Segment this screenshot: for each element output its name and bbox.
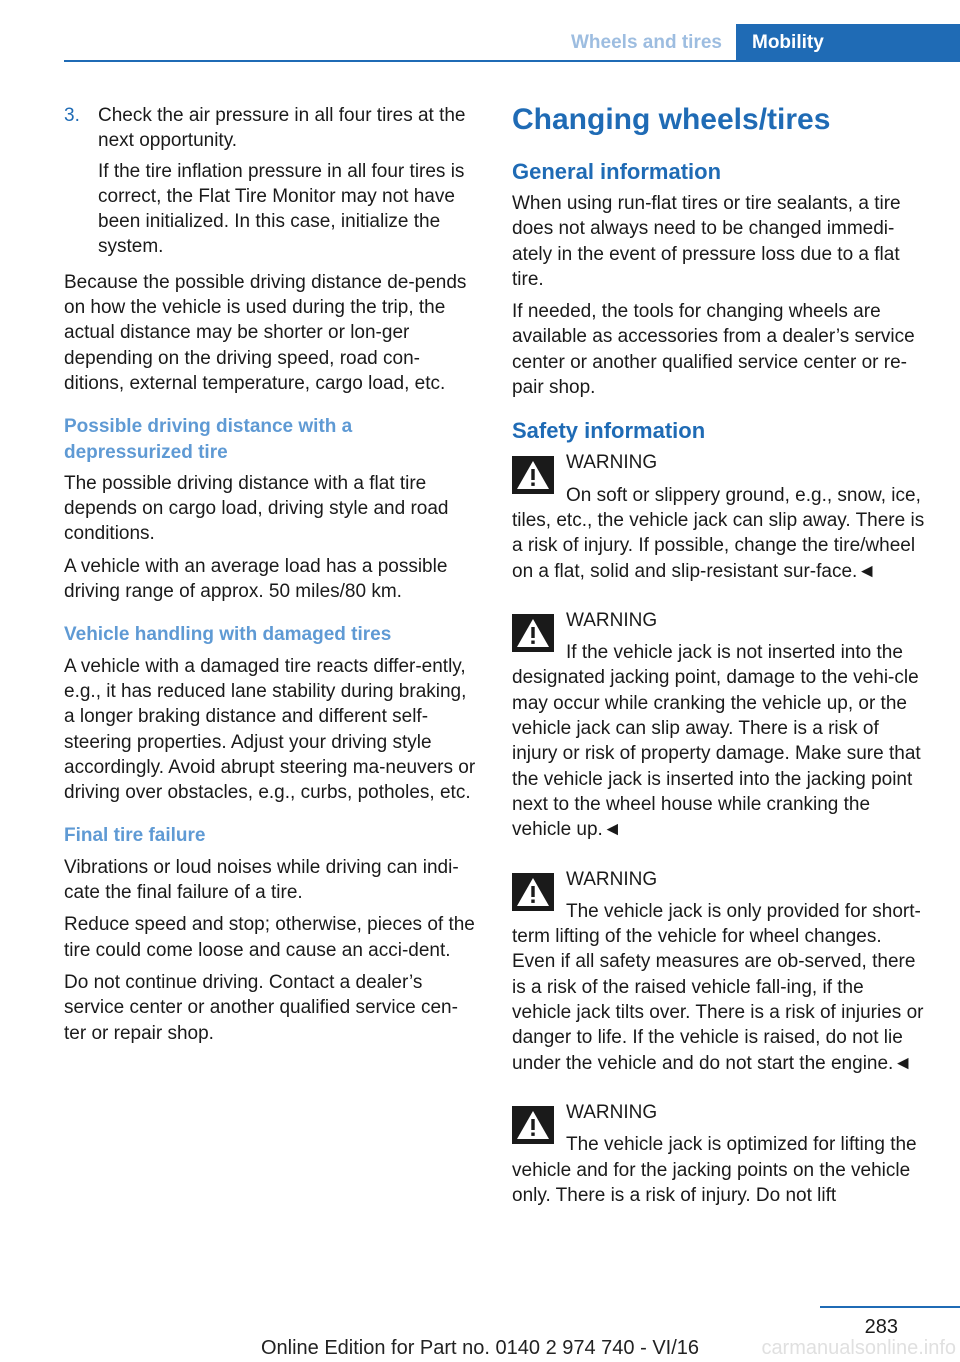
left-column bbox=[64, 103, 479, 1053]
warning-title: WARNING bbox=[566, 609, 658, 631]
warning-block bbox=[512, 608, 927, 843]
page-header bbox=[0, 0, 960, 64]
watermark: carmanualsonline.info bbox=[761, 1337, 956, 1359]
warning-title: WARNING bbox=[566, 868, 658, 890]
step-body bbox=[98, 103, 479, 265]
paragraph-final-2: Reduce speed and stop; otherwise, pieces of the tire could come loose and cause an acci-dent. bbox=[64, 914, 475, 961]
warning-title: WARNING bbox=[566, 452, 658, 474]
paragraph-final-1: Vibrations or loud noises while driving can indi-cate the final failure of a tire. bbox=[64, 856, 459, 904]
warning-block bbox=[512, 1100, 927, 1208]
footer-rule bbox=[820, 1306, 960, 1308]
warning-text: On soft or slippery ground, e.g., snow, ice, tiles, etc., the vehicle jack can slip away. There is a risk of injury. If possible, change the tire/wheel on a flat, solid and slip-resistant sur-face.◄ bbox=[512, 484, 925, 582]
heading-safety-information: Safety information bbox=[512, 418, 706, 444]
paragraph-handling: A vehicle with a damaged tire reacts differ-ently, e.g., it has reduced lane stability during braking, a longer braking distance and different self-steering properties. Adjust your driving style accordingly. Avoid abrupt steering ma-neuvers or driving over obstacles, e.g., curbs, potholes, etc. bbox=[64, 655, 476, 804]
step-text: Check the air pressure in all four tires at the next opportunity. bbox=[98, 105, 466, 152]
paragraph-general-2: If needed, the tools for changing wheels are available as accessories from a dealer’s service center or another qualified service center or re-pair shop. bbox=[512, 301, 915, 399]
warning-block bbox=[512, 450, 927, 583]
paragraph-general-1: When using run-flat tires or tire sealants, a tire does not always need to be changed immedi-ately in the event of pressure loss due to a flat tire. bbox=[512, 193, 901, 290]
paragraph-possible-1: The possible driving distance with a flat tire depends on cargo load, driving style and road conditions. bbox=[64, 472, 449, 545]
heading-general-information: General information bbox=[512, 159, 722, 184]
edition-line: Online Edition for Part no. 0140 2 974 740 - VI/16 bbox=[260, 1337, 700, 1359]
step-3 bbox=[64, 103, 479, 265]
step-number: 3. bbox=[64, 105, 80, 126]
heading-vehicle-handling: Vehicle handling with damaged tires bbox=[64, 624, 392, 646]
heading-possible-driving-distance: Possible driving distance with a depressurized tire bbox=[64, 416, 353, 463]
page-footer bbox=[0, 1300, 960, 1362]
paragraph-possible-2: A vehicle with an average load has a possible driving range of approx. 50 miles/80 km. bbox=[64, 555, 448, 603]
warning-triangle-icon bbox=[512, 873, 554, 911]
warning-title: WARNING bbox=[566, 1101, 658, 1123]
paragraph-final-3: Do not continue driving. Contact a dealer’s service center or another qualified service cen-ter or repair shop. bbox=[64, 971, 458, 1044]
paragraph-driving-distance: Because the possible driving distance de-pends on how the vehicle is used during the trip, the actual distance may be shorter or lon-ger depending on the driving speed, road con-ditions, external temperature, cargo load, etc. bbox=[64, 271, 467, 394]
heading-final-tire-failure: Final tire failure bbox=[64, 825, 206, 847]
warning-block bbox=[512, 867, 927, 1076]
header-section-wheels-and-tires: Wheels and tires bbox=[571, 32, 722, 53]
page-number: 283 bbox=[864, 1316, 898, 1338]
header-section-mobility: Mobility bbox=[736, 24, 960, 62]
warning-text: The vehicle jack is optimized for lifting the vehicle and for the jacking points on the vehicle only. There is a risk of injury. Do not lift bbox=[512, 1134, 917, 1206]
page-title: Changing wheels/tires bbox=[512, 103, 831, 136]
step-note: If the tire inflation pressure in all four tires is correct, the Flat Tire Monitor may not have been initialized. In this case, initialize the system. bbox=[98, 160, 465, 258]
right-column bbox=[512, 103, 927, 1232]
warning-triangle-icon bbox=[512, 614, 554, 652]
warning-triangle-icon bbox=[512, 456, 554, 494]
warning-triangle-icon bbox=[512, 1106, 554, 1144]
warning-text: The vehicle jack is only provided for short-term lifting of the vehicle for wheel changes. Even if all safety measures are ob-served, there is a risk of the raised vehicle fall-ing, if the vehicle jack tilts over. There is a risk of injuries or danger to life. If the vehicle is raised, do not lie under the vehicle and do not start the engine.◄ bbox=[512, 900, 924, 1074]
warning-text: If the vehicle jack is not inserted into the designated jacking point, damage to the vehi-cle may occur while cranking the vehicle up, or the vehicle jack can slip away. There is a risk of injury or risk of property damage. Make sure that the vehicle jack is inserted into the jacking point next to the wheel house while cranking the vehicle up.◄ bbox=[512, 642, 921, 841]
